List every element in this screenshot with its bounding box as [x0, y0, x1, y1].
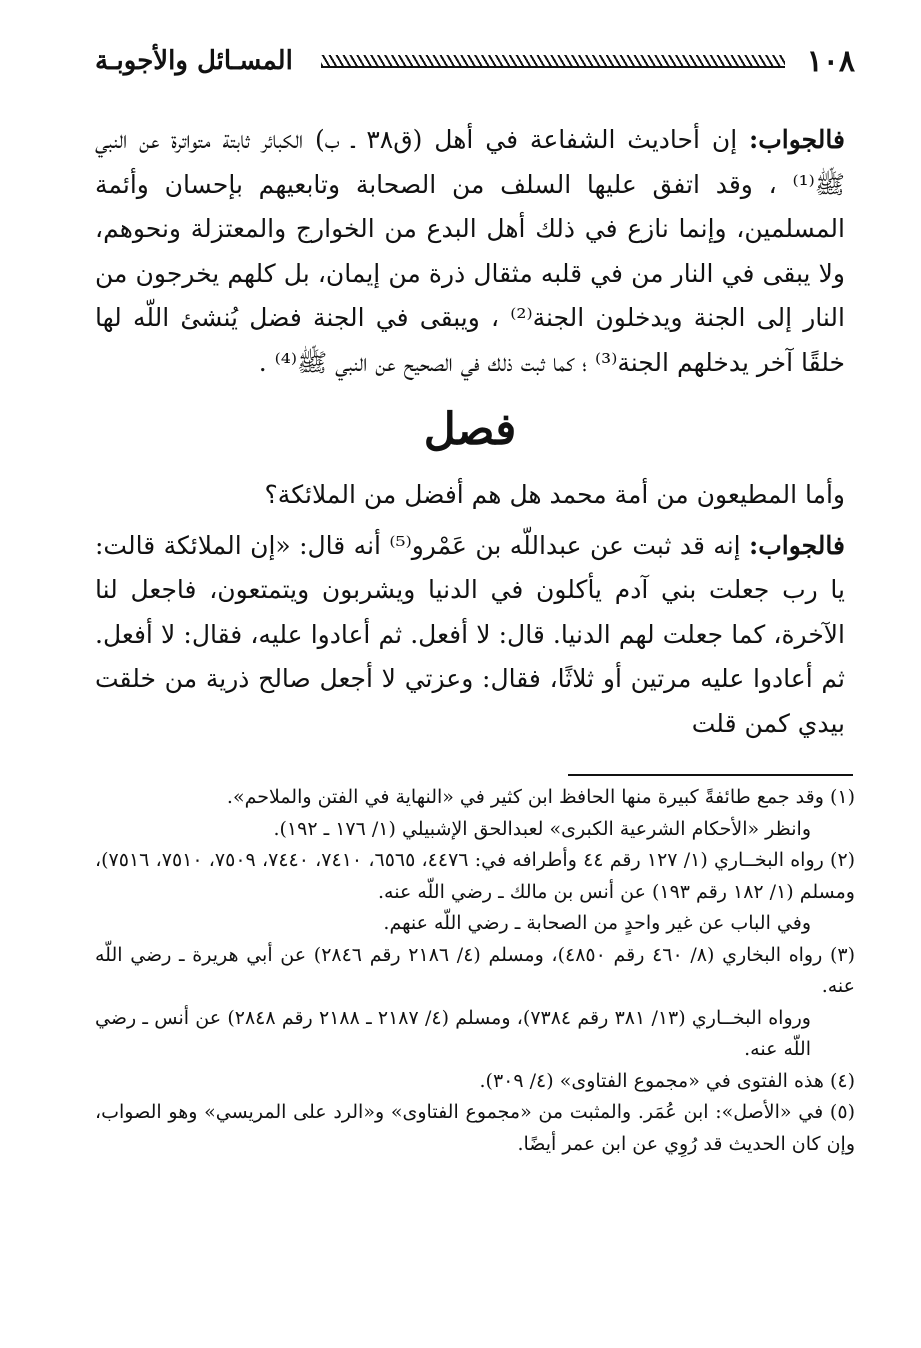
header-rule [321, 55, 785, 68]
running-title: المسـائل والأجوبـة [95, 46, 293, 76]
footnote-1-continuation: وانظر «الأحكام الشرعية الكبرى» لعبدالحق الإشبيلي (١/ ١٧٦ ـ ١٩٢). [273, 817, 811, 840]
footnotes [95, 782, 855, 1160]
footnote-4: (٤) هذه الفتوى في «مجموع الفتاوى» (٤/ ٣٠٩). [479, 1069, 855, 1092]
footnote-5: (٥) في «الأصل»: ابن عُمَر. والمثبت من «مجموع الفتاوى» و«الرد على المريسي» وهو الصواب، وإن كان الحديث قد رُوِي عن ابن عمر أيضًا. [95, 1101, 855, 1155]
footnote-1: (١) وقد جمع طائفةً كبيرة منها الحافظ ابن كثير في «النهاية في الفتن والملاحم». [226, 786, 855, 808]
page-header [95, 38, 855, 84]
section-heading: فصل [423, 404, 517, 455]
answer-paragraph-2 [95, 524, 845, 747]
page-number: ١٠٨ [806, 43, 855, 79]
answer-paragraph-1 [95, 118, 845, 385]
answer-lead-2: فالجواب: [749, 530, 845, 560]
answer-text-1: إن أحاديث الشفاعة في أهل (ق٣٨ ـ ب) الكبائر ثابتة متواترة عن النبي ﷺ⁽¹⁾ ، وقد اتفق عليها السلف من الصحابة وتابعيهم بإحسان وأئمة المسلمين، وإنما نازع في ذلك أهل البدع من الخوارج والمعتزلة ونحوهم، ولا يبقى في النار من في قلبه مثقال ذرة من إيمان، بل كلهم يخرجون من النار إلى الجنة ويدخلون الجنة⁽²⁾ ، ويبقى في الجنة فضل يُنشئ اللّه لها خلقًا آخر يدخلهم الجنة⁽³⁾ ؛ كما ثبت ذلك في الصحيح عن النبي ﷺ⁽⁴⁾ . [95, 125, 845, 377]
footnote-2-continuation: وفي الباب عن غير واحدٍ من الصحابة ـ رضي اللّه عنهم. [383, 912, 811, 934]
main-text [95, 118, 845, 746]
answer-lead-1: فالجواب: [749, 125, 845, 154]
question-paragraph: وأما المطيعون من أمة محمد هل هم أفضل من الملائكة؟ [264, 480, 845, 509]
footnote-2: (٢) رواه البخــاري (١/ ١٢٧ رقم ٤٤ وأطرافه في: ٤٤٧٦، ٦٥٦٥، ٧٤١٠، ٧٤٤٠، ٧٥٠٩، ٧٥١٠، ٧٥١٦)، ومسلم (١/ ١٨٢ رقم ١٩٣) عن أنس بن مالك ـ رضي اللّه عنه. [95, 849, 856, 903]
footnote-separator [568, 774, 853, 776]
footnote-3-continuation: ورواه البخــاري (١٣/ ٣٨١ رقم ٧٣٨٤)، ومسلم (٤/ ٢١٨٧ ـ ٢١٨٨ رقم ٢٨٤٨) عن أنس ـ رضي اللّه عنه. [95, 1006, 811, 1060]
answer-text-2: إنه قد ثبت عن عبداللّه بن عَمْرو⁽⁵⁾ أنه قال: «إن الملائكة قالت: يا رب جعلت بني آدم يأكلون في الدنيا ويشربون ويتمتعون، فاجعل لنا الآخرة، كما جعلت لهم الدنيا. قال: لا أفعل. ثم أعادوا عليه، فقال: لا أفعل. ثم أعادوا عليه مرتين أو ثلاثًا، فقال: وعزتي لا أجعل صالح ذرية من خلقت بيدي كمن قلت [95, 530, 845, 738]
footnote-3: (٣) رواه البخاري (٨/ ٤٦٠ رقم ٤٨٥٠)، ومسلم (٤/ ٢١٨٦ رقم ٢٨٤٦) عن أبي هريرة ـ رضي اللّه عنه. [95, 943, 856, 997]
